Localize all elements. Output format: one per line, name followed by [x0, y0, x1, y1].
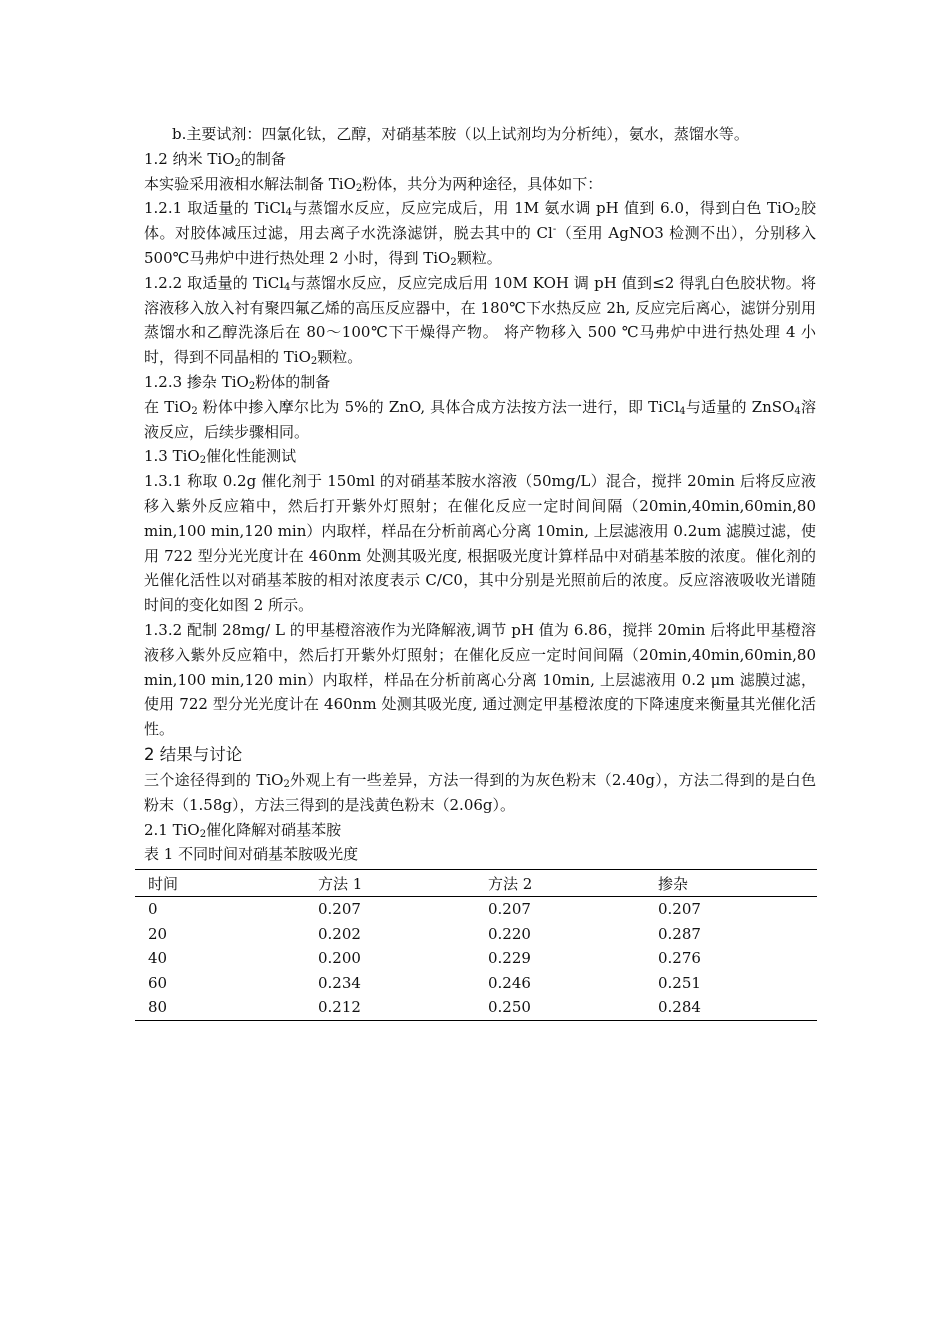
- heading-text: 催化降解对硝基苯胺: [206, 820, 342, 839]
- subscript: 2: [310, 356, 318, 368]
- table-cell: 0.287: [658, 924, 701, 943]
- paragraph-1-2-3: [144, 395, 816, 445]
- text: 与蒸馏水反应，反应完成后用 10M KOH 调 pH 值到≤2 得乳白色胶状物。将溶液移入放入衬有聚四氟乙烯的高压反应器中，在 180℃下水热反应 2h, 反应完后离心，滤饼分别用蒸馏水和乙醇洗涤后在 80～100℃下干燥得产物。 将产物移入 500 ℃马弗炉中进行热处理 4 小时，得到不同晶相的 TiO: [144, 273, 816, 367]
- table-caption: 表 1 不同时间对硝基苯胺吸光度: [144, 845, 359, 864]
- heading-text: 粉体的制备: [255, 372, 331, 391]
- table-cell: 0.202: [318, 924, 361, 943]
- subscript: 2: [234, 157, 241, 169]
- table-cell: 0.229: [488, 949, 531, 968]
- table-header-cell: 时间: [135, 870, 305, 897]
- paragraph-1-3-1: 1.3.1 称取 0.2g 催化剂于 150ml 的对硝基苯胺水溶液（50mg/L）混合，搅拌 20min 后将反应液移入紫外反应箱中，然后打开紫外灯照射；在催化反应一定时间间隔（20min,40min,60min,80 min,100 min,120 min）内取样，样品在分析前离心分离 10min, 上层滤液用 0.2um 滤膜过滤，使用 722 型分光光度计在 460nm 处测其吸光度, 根据吸光度计算样品中对硝基苯胺的浓度。催化剂的光催化活性以对硝基苯胺的相对浓度表示 C/C0，其中分别是光照前后的浓度。反应溶液吸收光谱随时间的变化如图 2 所示。: [144, 472, 816, 615]
- table-cell: 0.207: [488, 900, 531, 919]
- superscript: -: [552, 224, 557, 236]
- subscript: 2: [191, 405, 198, 417]
- heading-text: 2.1 TiO: [144, 820, 200, 839]
- paragraph-1-3-2: 1.3.2 配制 28mg/ L 的甲基橙溶液作为光降解液,调节 pH 值为 6.86，搅拌 20min 后将此甲基橙溶液移入紫外反应箱中，然后打开紫外灯照射；在催化反应一定时间间隔（20min,40min,60min,80 min,100 min,120 min）内取样，样品在分析前离心分离 10min, 上层滤液用 0.2 μm 滤膜过滤，使用 722 型分光光度计在 460nm 处测其吸光度, 通过测定甲基橙浓度的下降速度来衡量其光催化活性。: [144, 620, 816, 739]
- heading-text: 催化性能测试: [206, 447, 297, 466]
- table-row: [135, 971, 817, 996]
- table-cell: 0: [148, 900, 158, 919]
- heading-text: 1.2.3 掺杂 TiO: [144, 372, 249, 391]
- text: 外观上有一些差异，方法一得到的为灰色粉末（2.40g），方法二得到的是白色粉末（1.58g），方法三得到的是浅黄色粉末（2.06g）。: [144, 770, 816, 814]
- subscript: 2: [794, 207, 801, 219]
- table-row: [135, 922, 817, 947]
- table-header-cell: 掺杂: [645, 870, 817, 897]
- subscript: 4: [284, 281, 291, 293]
- text: 颗粒。: [456, 248, 502, 267]
- table-cell: 40: [148, 949, 168, 968]
- text: 溶液反应，后续步骤相同。: [144, 397, 816, 441]
- table-cell: 0.234: [318, 973, 361, 992]
- subscript: 2: [355, 182, 363, 194]
- text: 与适量的 ZnSO: [685, 397, 795, 416]
- absorbance-table: [135, 869, 817, 1021]
- intro-paragraph: [144, 172, 816, 197]
- subscript: 2: [283, 778, 290, 790]
- text: 颗粒。: [317, 348, 363, 367]
- table-cell: 0.251: [658, 973, 701, 992]
- text: 本实验采用液相水解法制备 TiO: [144, 174, 356, 193]
- heading-text: 1.2 纳米 TiO: [144, 149, 235, 168]
- text: 在 TiO: [144, 397, 192, 416]
- reagents-paragraph: b.主要试剂：四氯化钛，乙醇，对硝基苯胺（以上试剂均为分析纯），氨水，蒸馏水等。: [172, 125, 749, 143]
- table-cell: 80: [135, 995, 305, 1020]
- table-header-cell: 方法 1: [305, 870, 475, 897]
- heading-1-2: [144, 147, 816, 172]
- heading-text: 1.3 TiO: [144, 447, 200, 466]
- document-page: [144, 122, 816, 1021]
- paragraph-1-2-2: [144, 271, 816, 370]
- text: 粉体中掺入摩尔比为 5%的 ZnO, 具体合成方法按方法一进行，即 TiCl: [197, 397, 680, 416]
- paragraph-2: [144, 768, 816, 818]
- table-cell: 60: [148, 973, 168, 992]
- table-cell: 20: [148, 924, 168, 943]
- paragraph-1-2-1: [144, 196, 816, 270]
- heading-2: 2 结果与讨论: [144, 744, 243, 764]
- subscript: 2: [450, 256, 457, 268]
- table-cell: 0.207: [658, 900, 701, 919]
- text: 三个途径得到的 TiO: [144, 770, 284, 789]
- text: 胶体。对胶体减压过滤，用去离子水洗涤滤饼，脱去其中的 Cl: [144, 199, 817, 243]
- heading-1-2-3: [144, 370, 816, 395]
- table-row: [135, 995, 817, 1020]
- heading-2-1: [144, 818, 816, 843]
- table-cell: 0.220: [488, 924, 531, 943]
- heading-text: 的制备: [240, 149, 286, 168]
- subscript: 2: [199, 455, 207, 467]
- subscript: 2: [248, 380, 256, 392]
- subscript: 2: [199, 828, 207, 840]
- text: 1.2.1 取适量的 TiCl: [144, 199, 286, 218]
- table-cell: 0.284: [645, 995, 817, 1020]
- table-cell: 0.246: [488, 973, 531, 992]
- table-cell: 0.250: [475, 995, 645, 1020]
- table-header-cell: 方法 2: [475, 870, 645, 897]
- heading-1-3: [144, 444, 816, 469]
- table-cell: 0.212: [305, 995, 475, 1020]
- subscript: 4: [285, 207, 292, 219]
- text: 1.2.2 取适量的 TiCl: [144, 273, 285, 292]
- text: 粉体，共分为两种途径，具体如下：: [362, 174, 603, 193]
- table-row: [135, 897, 817, 922]
- table-row: [135, 946, 817, 971]
- text: 与蒸馏水反应，反应完成后，用 1M 氨水调 pH 值到 6.0，得到白色 TiO: [291, 199, 795, 218]
- table-header-row: [135, 870, 817, 897]
- table-cell: 0.207: [318, 900, 361, 919]
- table-cell: 0.200: [318, 949, 361, 968]
- text: （至用 AgNO3 检测不出），分别移入 500℃马弗炉中进行热处理 2 小时，得到 TiO: [144, 224, 816, 267]
- table-cell: 0.276: [658, 949, 701, 968]
- subscript: 4: [794, 405, 801, 417]
- subscript: 4: [679, 405, 686, 417]
